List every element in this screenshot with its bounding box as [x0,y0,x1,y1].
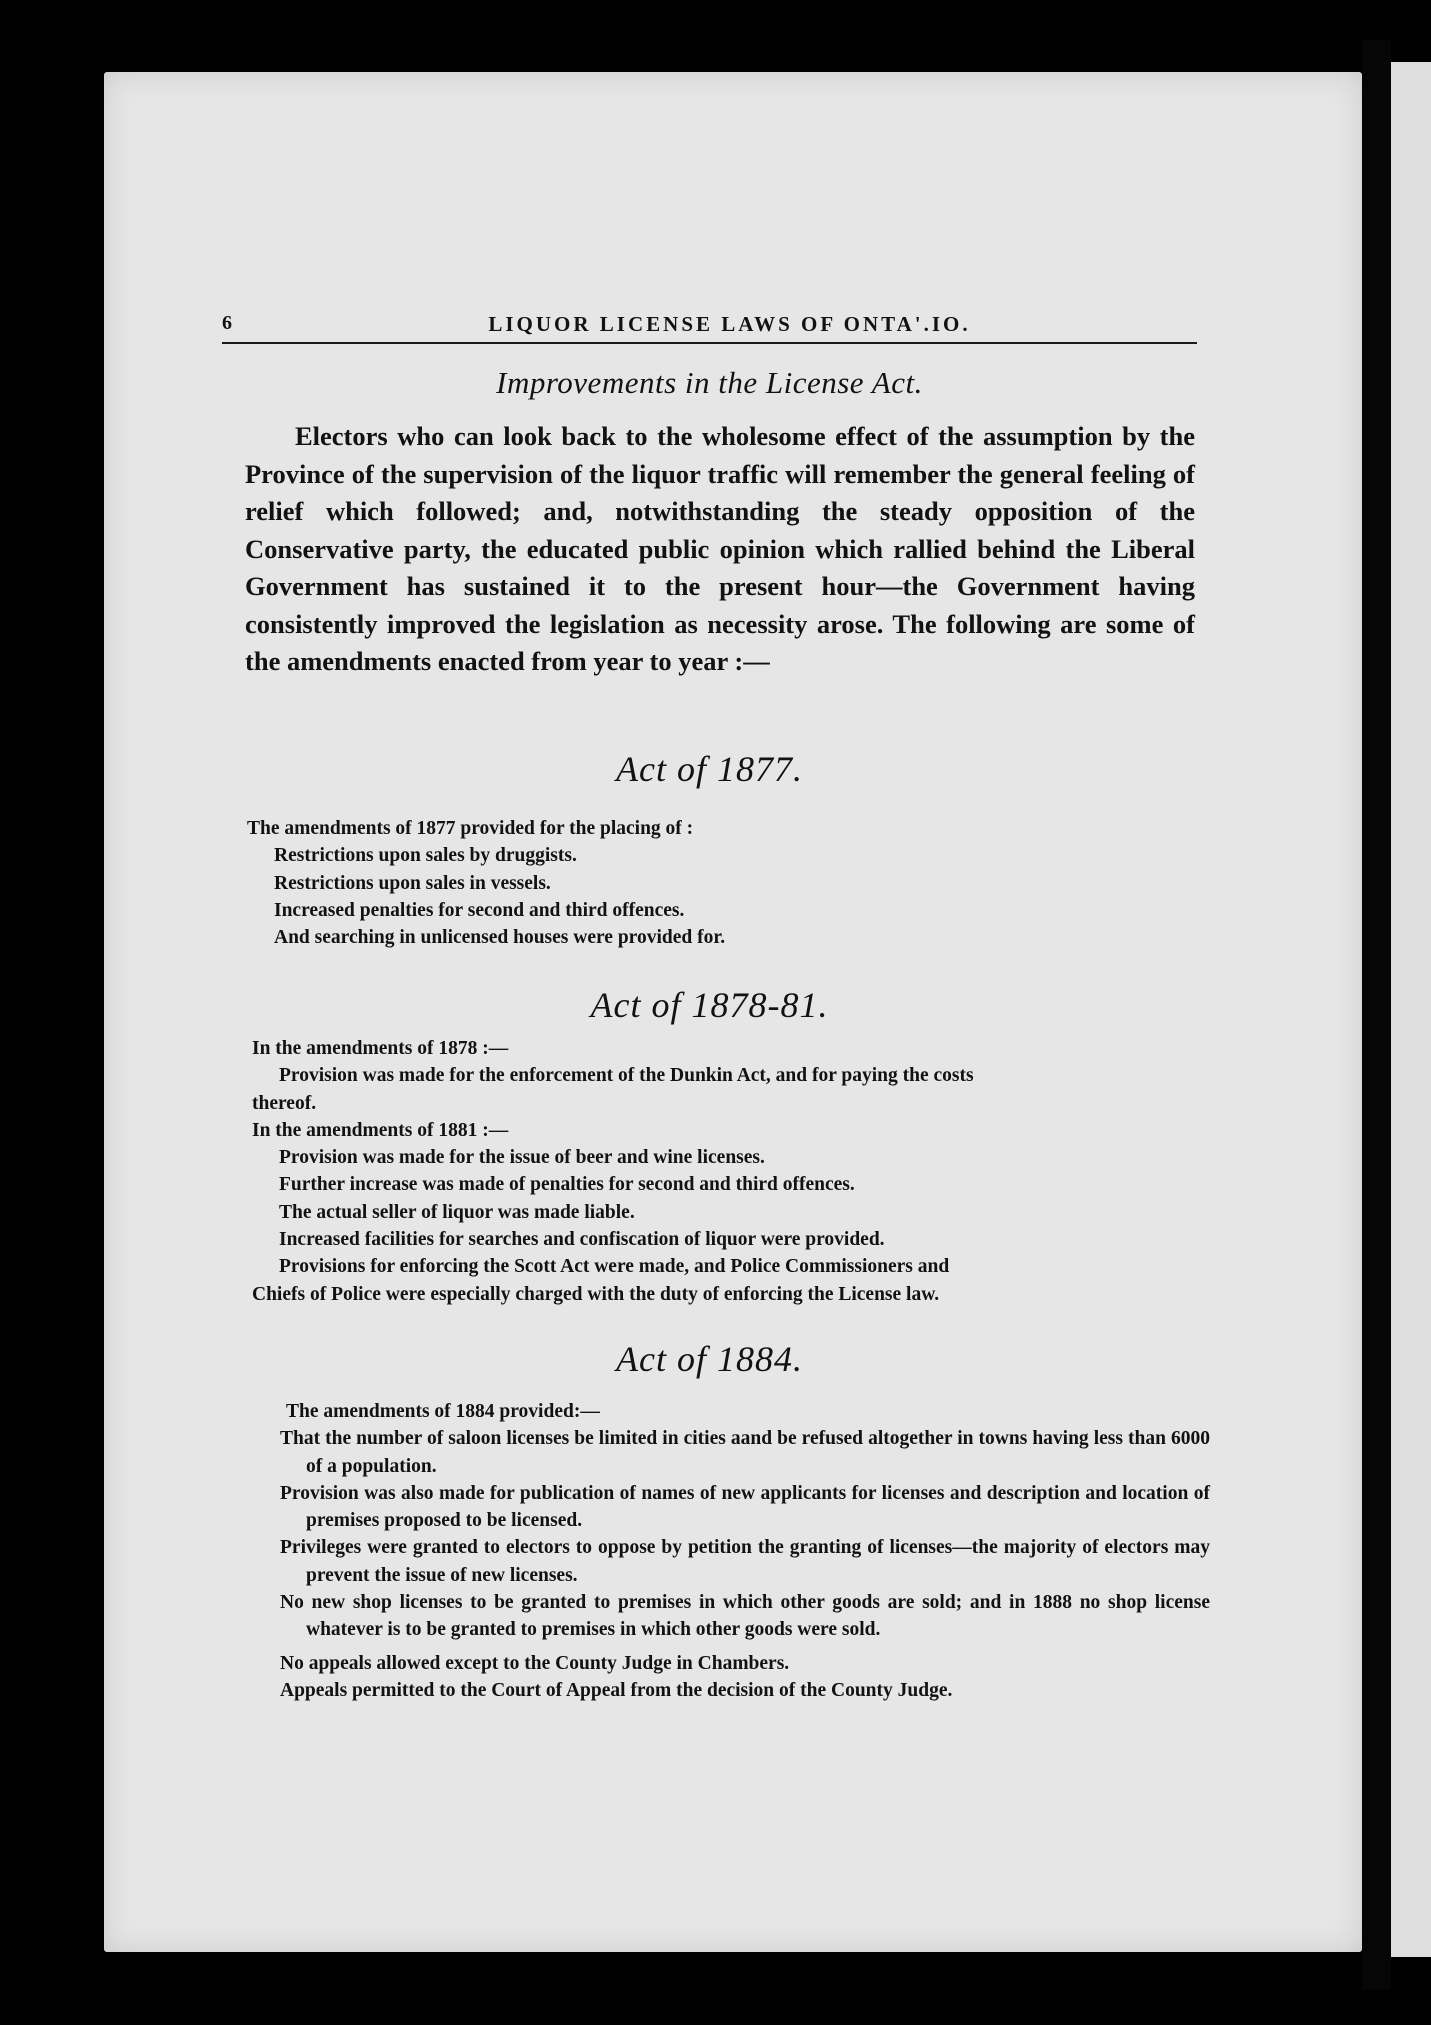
act-1877-body [247,815,1207,951]
page-number: 6 [222,312,232,334]
act-1878-81-line: Further increase was made of penalties for second and third offences. [279,1174,855,1196]
act-1884-title: Act of 1884. [616,1339,803,1379]
act-1877-title: Act of 1877. [616,749,803,789]
running-header [222,306,1197,344]
running-title: LIQUOR LICENSE LAWS OF ONTA'.IO. [488,312,971,336]
act-1878-81-line: Provision was made for the issue of beer and wine licenses. [279,1147,765,1169]
act-1878-81-line: Increased facilities for searches and confiscation of liquor were provided. [279,1229,885,1251]
section-title: Improvements in the License Act. [496,365,923,400]
act-1877-line: Increased penalties for second and third offences. [274,899,685,921]
facing-page-edge [1391,62,1431,1957]
act-1884-item: No new shop licenses to be granted to premises in which other goods are sold; and in 1888 no shop license whatever is to be granted to premises in which other goods were sold. [280,1592,1210,1641]
act-1884-item: That the number of saloon licenses be limited in cities aand be refused altogether in towns having less than 6000 of a population. [280,1428,1210,1477]
act-1878-81-line: Provision was made for the enforcement of the Dunkin Act, and for paying the costs [279,1065,974,1087]
act-1884-intro: The amendments of 1884 provided:— [286,1401,600,1422]
book-spine-gutter [1362,40,1391,1990]
act-1878-81-line: thereof. [252,1092,317,1114]
act-1878-81-line: The actual seller of liquor was made liable. [279,1201,635,1223]
act-1884-item: Provision was also made for publication of names of new applicants for licenses and description and location of premises proposed to be licensed. [280,1482,1210,1532]
act-1884-item: Appeals permitted to the Court of Appeal from the decision of the County Judge. [280,1679,953,1701]
act-1878-81-body [252,1035,1212,1308]
act-1878-81-title: Act of 1878-81. [590,985,829,1025]
act-1878-81-line: In the amendments of 1881 :— [252,1119,509,1141]
act-1884-item: Privileges were granted to electors to oppose by petition the granting of licenses—the majority of electors may prevent the issue of new licenses. [280,1537,1210,1586]
act-1884-item: No appeals allowed except to the County Judge in Chambers. [280,1652,790,1674]
act-1878-81-line: Provisions for enforcing the Scott Act were made, and Police Commissioners and [279,1256,950,1278]
act-1877-line: Restrictions upon sales in vessels. [274,872,551,894]
intro-paragraph: Electors who can look back to the wholesome effect of the assumption by the Province of the supervision of the liquor traffic will remember the general feeling of relief which followed; and, notwithstanding the steady opposition of the Conservative party, the educated public opinion which rallied behind the Liberal Government has sustained it to the present hour—the Government having consistently improved the legislation as necessity arose. The following are some of the amendments enacted from year to year :— [245,421,1195,676]
act-1878-81-line: In the amendments of 1878 :— [252,1038,509,1059]
act-1877-line: Restrictions upon sales by druggists. [274,845,577,867]
act-1877-line: And searching in unlicensed houses were provided for. [274,927,726,949]
act-1884-body [256,1398,1210,1704]
act-1877-line: The amendments of 1877 provided for the placing of : [247,818,694,839]
act-1878-81-line: Chiefs of Police were especially charged with the duty of enforcing the License law. [252,1283,940,1305]
